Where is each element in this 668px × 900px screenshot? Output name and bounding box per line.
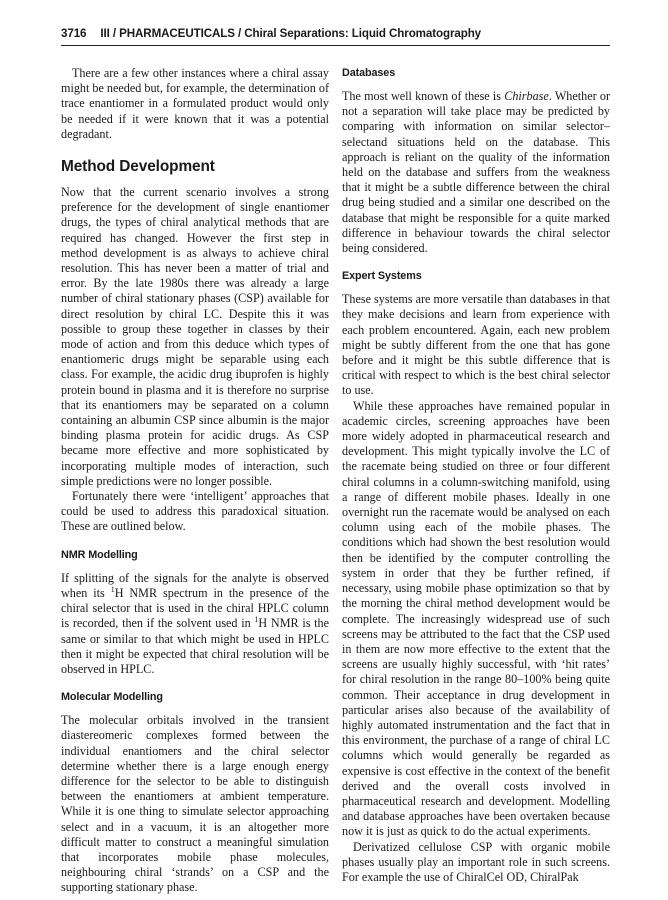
right-column bbox=[342, 66, 610, 885]
databases-paragraph: The most well known of these is Chirbase. Whether or not a separation will take place may be predicted by comparing with information on similar selector–selectand situations held on the database. This approach is reliant on the quality of the information held on the database and suffers from the weakness that it might be a subtle difference between the chiral drug being studied and a similar one described on the database that might be responsible for a quite marked difference in behaviour towards the chiral selector being considered. bbox=[342, 89, 610, 256]
method-paragraph-1: Now that the current scenario involves a strong preference for the development of single enantiomer drugs, the types of chiral analytical methods that are required has changed. However the first step in method development is as always to achieve chiral resolution. This has never been a matter of trial and error. By the late 1980s there was already a large number of chiral stationary phases (CSP) available for direct resolution by chiral LC. Despite this it was possible to group these together in classes by their mode of action and from this deduce which types of enantiomeric drugs might be separable using each class. For example, the acidic drug ibuprofen is highly protein bound in plasma and it is therefore no surprise that its enantiomers may be separated on a column containing an albumin CSP since albumin is the major binding plasma protein for acidic drugs. As CSP became more effective and more sophisticated by incorporating multiple modes of interaction, such simple predictions were no longer possible. bbox=[61, 185, 329, 488]
nmr-paragraph: If splitting of the signals for the analyte is observed when its $^1$H NMR spectrum in the presence of the chiral selector that is used in the chiral HPLC column is recorded, then if the solvent used in $^1$H NMR is the same or similar to that which might be used in HPLC then it might be expected that chiral resolution will be observed in HPLC. bbox=[61, 570, 329, 676]
databases-heading: Databases bbox=[342, 67, 396, 79]
left-column bbox=[61, 66, 329, 896]
molecular-modelling-heading: Molecular Modelling bbox=[61, 691, 163, 704]
expert-systems-paragraph-1: These systems are more versatile than databases in that they make decisions and learn from experience with each problem encountered. Again, each new problem might be subtly different from the one that has gone before and it might be this subtle difference that is critical with respect to which is the best chiral selector to use. bbox=[342, 292, 610, 398]
running-title: III / PHARMACEUTICALS / Chiral Separations: Liquid Chromatography bbox=[100, 27, 482, 40]
molecular-modelling-paragraph: The molecular orbitals involved in the transient diastereomeric complexes formed between the individual enantiomers and the chiral selector determine whether there is a large enough energy difference for the selector to be able to distinguish between the enantiomers at ambient temperature. While it is one thing to simulate selector approaching select and in a vacuum, it is an altogether more difficult matter to construct a meaningful simulation that incorporates mobile phase molecules, neighbouring chiral ‘strands’ on a CSP and the supporting stationary phase. bbox=[61, 713, 329, 895]
page-number: 3716 bbox=[61, 27, 87, 40]
running-header bbox=[61, 27, 609, 43]
expert-systems-paragraph-2: While these approaches have remained popular in academic circles, screening approaches have been more widely adopted in pharmaceutical research and development. This might typically involve the LC of the racemate being studied on three or four different chiral columns in a column-switching manifold, using a range of different mobile phases. Ideally in one overnight run the racemate would be analysed on each column using each of the mobile phases. The conditions which had shown the best resolution would then be identified by the computer controlling the system in order that they be further refined, if necessary, using mobile phase optimization so that by the morning the chiral method development would be complete. The increasingly widespread use of such screens may be attributed to the fact that the CSP used in them are now more effective to the extent that the screens are usually highly successful, with ‘hit rates’ for chiral resolution in the range 80–100% being quite common. Their acceptance in drug development in particular arises also because of the availability of highly automated instrumentation and the fact that in this environment, the purchase of a range of chiral LC columns which would generally be regarded as expensive is cost effective in the context of the benefit derived and the overall costs involved in pharmaceutical research and development. Modelling and database approaches have been overtaken because now it is just as quick to do the actual experiments. bbox=[342, 398, 610, 839]
nmr-modelling-heading: NMR Modelling bbox=[61, 548, 138, 561]
method-development-heading: Method Development bbox=[61, 158, 215, 176]
expert-systems-heading: Expert Systems bbox=[342, 270, 422, 283]
header-rule bbox=[61, 45, 610, 46]
expert-systems-paragraph-3: Derivatized cellulose CSP with organic mobile phases usually play an important role in such screens. For example the use of ChiralCel OD, ChiralPak bbox=[342, 839, 610, 884]
method-paragraph-2: Fortunately there were ‘intelligent’ approaches that could be used to address this paradoxical situation. These are outlined below. bbox=[61, 489, 329, 534]
intro-paragraph: There are a few other instances where a chiral assay might be needed but, for example, the determination of trace enantiomer in a formulated product would only be needed if it were known that it was a potential degradant. bbox=[61, 66, 329, 141]
